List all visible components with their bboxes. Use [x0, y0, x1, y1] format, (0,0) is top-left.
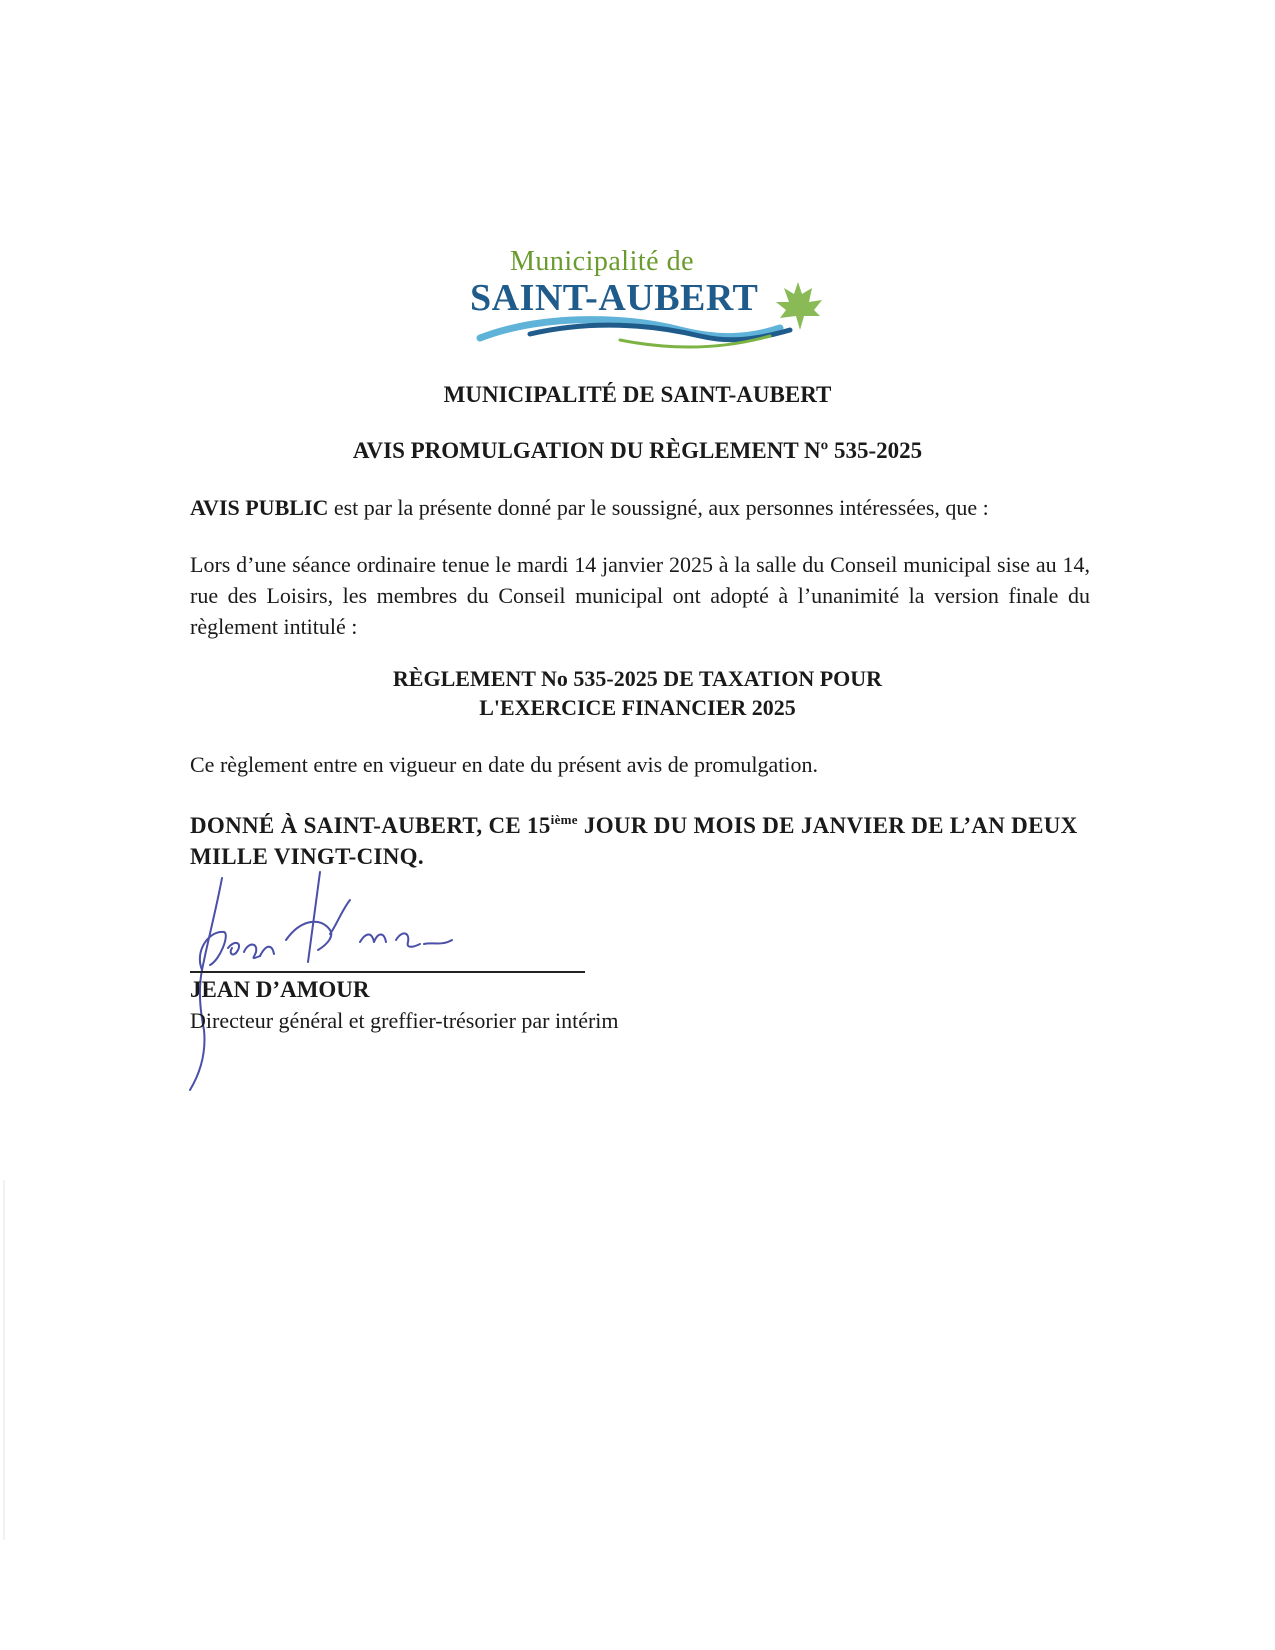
signatory-role: Directeur général et greffier-trésorier par intérim [190, 1008, 619, 1033]
intro-paragraph [190, 492, 1090, 523]
signature-line [190, 971, 585, 973]
regulation-title-line2: L'EXERCICE FINANCIER 2025 [479, 695, 796, 720]
notice-subtitle: AVIS PROMULGATION DU RÈGLEMENT Nº 535-2025 [352, 438, 923, 463]
maple-leaf-icon [770, 278, 826, 334]
scan-edge-mark [3, 1180, 5, 1540]
meeting-paragraph: Lors d’une séance ordinaire tenue le mardi 14 janvier 2025 à la salle du Conseil municipal sise au 14, rue des Loisirs, les membres du Conseil municipal ont adopté à l’unanimité la version finale du règlement intitulé : [190, 552, 1090, 639]
signatory-name: JEAN D’AMOUR [190, 977, 370, 1002]
effect-paragraph: Ce règlement entre en vigueur en date du présent avis de promulgation. [190, 752, 819, 777]
intro-text: est par la présente donné par le soussigné, aux personnes intéressées, que : [328, 495, 989, 520]
page-title: MUNICIPALITÉ DE SAINT-AUBERT [443, 382, 832, 407]
logo-waves-graphic [470, 310, 810, 355]
given-statement [190, 804, 1090, 872]
given-text-part2: JOUR DU MOIS DE JANVIER DE L’AN DEUX MILLE VINGT-CINQ. [190, 813, 1078, 869]
given-text-part1: DONNÉ À SAINT-AUBERT, CE 15 [190, 813, 551, 838]
logo-text-saint-aubert: SAINT-AUBERT [470, 277, 759, 319]
regulation-title-line1: RÈGLEMENT No 535-2025 DE TAXATION POUR [392, 666, 883, 691]
regulation-title [0, 664, 1275, 722]
intro-bold-label: AVIS PUBLIC [190, 495, 329, 520]
municipality-logo [470, 240, 830, 355]
logo-text-municipalite: Municipalité de [510, 246, 695, 277]
given-superscript: ième [550, 812, 578, 827]
